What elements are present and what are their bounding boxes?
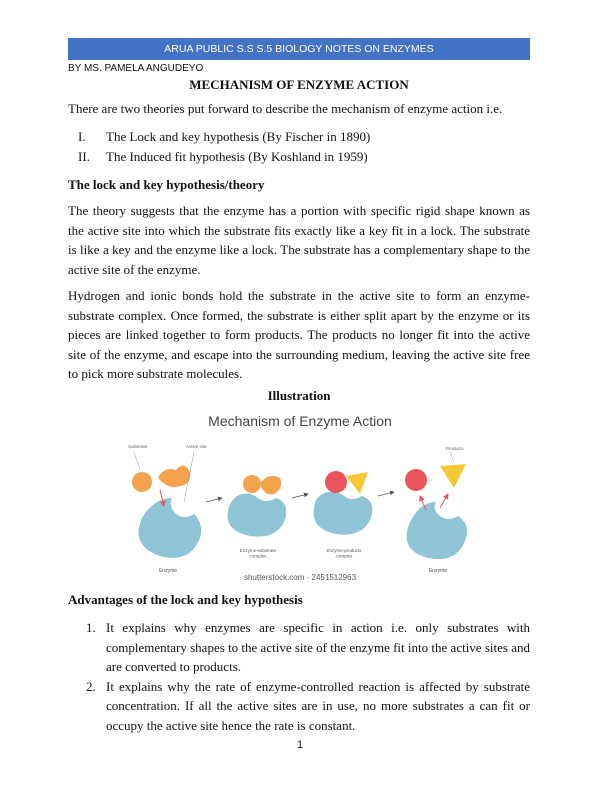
- substrate-circle: [132, 472, 152, 492]
- label-substrate: Substrate: [128, 444, 148, 449]
- watermark-text: shutterstock.com · 2451512963: [243, 573, 357, 582]
- arrow-up-icon: [440, 494, 448, 508]
- process-arrow-icon: [206, 498, 222, 502]
- list-item-number: II.: [78, 148, 90, 164]
- label-ep-complex: Enzyme-products complex: [326, 548, 362, 559]
- label-active-site: Active site: [186, 444, 207, 449]
- substrate-shape: [158, 465, 190, 487]
- page-title: MECHANISM OF ENZYME ACTION: [189, 77, 409, 92]
- section-heading-lock-key: The lock and key hypothesis/theory: [68, 177, 265, 192]
- list-item-number: I.: [78, 129, 86, 144]
- product-triangle: [440, 464, 466, 488]
- enzyme-substrate-complex-group: [228, 475, 287, 559]
- author-line: BY MS. PAMELA ANGUDEYO: [68, 63, 204, 74]
- list-item-number: 2.: [86, 678, 96, 694]
- label-enzyme-right: Enzyme: [428, 568, 448, 574]
- advantages-list: [68, 618, 530, 735]
- product-circle: [405, 469, 427, 491]
- lock-key-paragraph-2: Hydrogen and ionic bonds hold the substrate in the active site to form an enzyme-substrate complex. Once formed, the substrate is either split apart by the enzyme or its pieces are linked together to form products. The products no longer fit into the active site of the enzyme, and escape into the surrounding medium, leaving the active site free to pick more substrate molecules.: [68, 288, 530, 381]
- section-heading-advantages: Advantages of the lock and key hypothesis: [68, 592, 303, 607]
- intro-paragraph: There are two theories put forward to describe the mechanism of enzyme action i.e.: [68, 101, 503, 116]
- list-item-text: The Induced fit hypothesis (By Koshland in 1959): [106, 148, 368, 164]
- figure-title: Mechanism of Enzyme Action: [208, 413, 392, 429]
- list-item: [68, 618, 530, 677]
- process-arrow-icon: [378, 492, 394, 496]
- label-products: Products: [446, 446, 464, 451]
- label-es-complex: Enzyme-substrate complex: [239, 548, 277, 559]
- list-item-text: It explains why enzymes are specific in action i.e. only substrates with complementary shapes to the active site of the enzyme fit into the active sites and are converted to products.: [106, 620, 530, 674]
- label-enzyme-left: Enzyme: [158, 568, 178, 574]
- enzyme-right-group: [405, 446, 467, 574]
- enzyme-left-group: [128, 444, 207, 574]
- illustration-heading: Illustration: [267, 388, 331, 403]
- list-item-number: 1.: [86, 620, 96, 635]
- page-number: 1: [296, 739, 304, 751]
- list-item-text: It explains why the rate of enzyme-controlled reaction is affected by substrate concentration. If all the active sites are in use, no more substrates a can fit or occupy the active site hence the rate is constant.: [106, 678, 530, 733]
- header-banner: ARUA PUBLIC S.S S.5 BIOLOGY NOTES ON ENZYMES: [68, 38, 530, 60]
- enzyme-shape: [139, 498, 202, 558]
- lock-key-paragraph-1: The theory suggests that the enzyme has a portion with specific rigid shape known as the active site into which the substrate fits exactly like a key fit in a lock. The substrate is like a key and the enzyme like a lock. The substrate has a complementary shape to the active site of the enzyme.: [68, 203, 530, 277]
- list-item: [68, 677, 530, 736]
- enzyme-diagram: [120, 406, 480, 586]
- enzyme-products-complex-group: [314, 471, 373, 559]
- process-arrow-icon: [292, 494, 308, 498]
- enzyme-mechanism-figure: [120, 406, 480, 586]
- list-item-text: The Lock and key hypothesis (By Fischer in 1890): [106, 129, 371, 144]
